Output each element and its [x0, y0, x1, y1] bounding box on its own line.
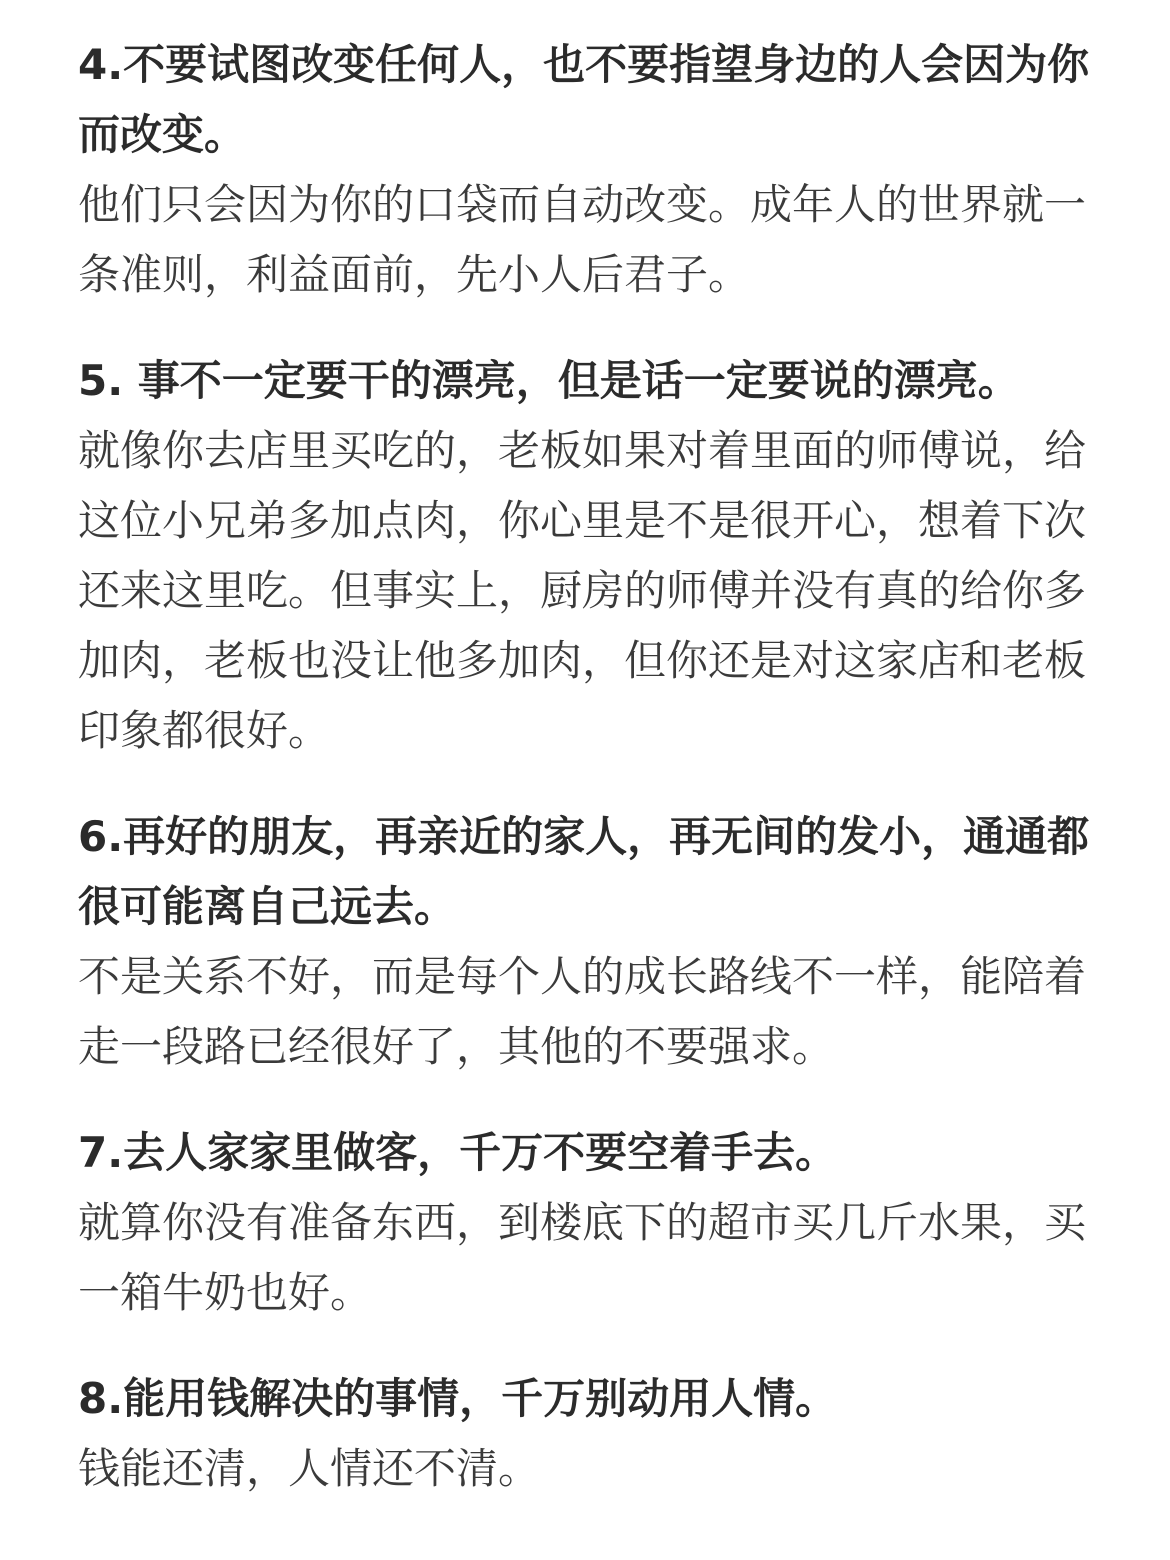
article-content: [78, 30, 1098, 1504]
tip-section-6: [78, 802, 1098, 1082]
tip-body: 他们只会因为你的口袋而自动改变。成年人的世界就一条准则，利益面前，先小人后君子。: [78, 180, 1087, 299]
tip-heading: 7.去人家家里做客，千万不要空着手去。: [78, 1128, 838, 1177]
tip-section-4: [78, 30, 1098, 310]
tip-section-5: [78, 346, 1098, 766]
tip-section-8: [78, 1364, 1098, 1504]
tip-body: 就像你去店里买吃的，老板如果对着里面的师傅说，给这位小兄弟多加点肉，你心里是不是很开心，想着下次还来这里吃。但事实上，厨房的师傅并没有真的给你多加肉，老板也没让他多加肉，但你还是对这家店和老板印象都很好。: [78, 426, 1087, 755]
tip-heading: 5. 事不一定要干的漂亮，但是话一定要说的漂亮。: [78, 356, 1020, 405]
tip-body: 就算你没有准备东西，到楼底下的超市买几斤水果，买一箱牛奶也好。: [78, 1198, 1087, 1317]
tip-section-7: [78, 1118, 1098, 1328]
tip-body: 不是关系不好，而是每个人的成长路线不一样，能陪着走一段路已经很好了，其他的不要强求。: [78, 952, 1087, 1071]
tip-heading: 6.再好的朋友，再亲近的家人，再无间的发小，通通都很可能离自己远去。: [78, 812, 1090, 931]
tip-heading: 4.不要试图改变任何人，也不要指望身边的人会因为你而改变。: [78, 40, 1090, 159]
tip-heading: 8.能用钱解决的事情，千万别动用人情。: [78, 1374, 838, 1423]
tip-body: 钱能还清，人情还不清。: [78, 1444, 541, 1493]
